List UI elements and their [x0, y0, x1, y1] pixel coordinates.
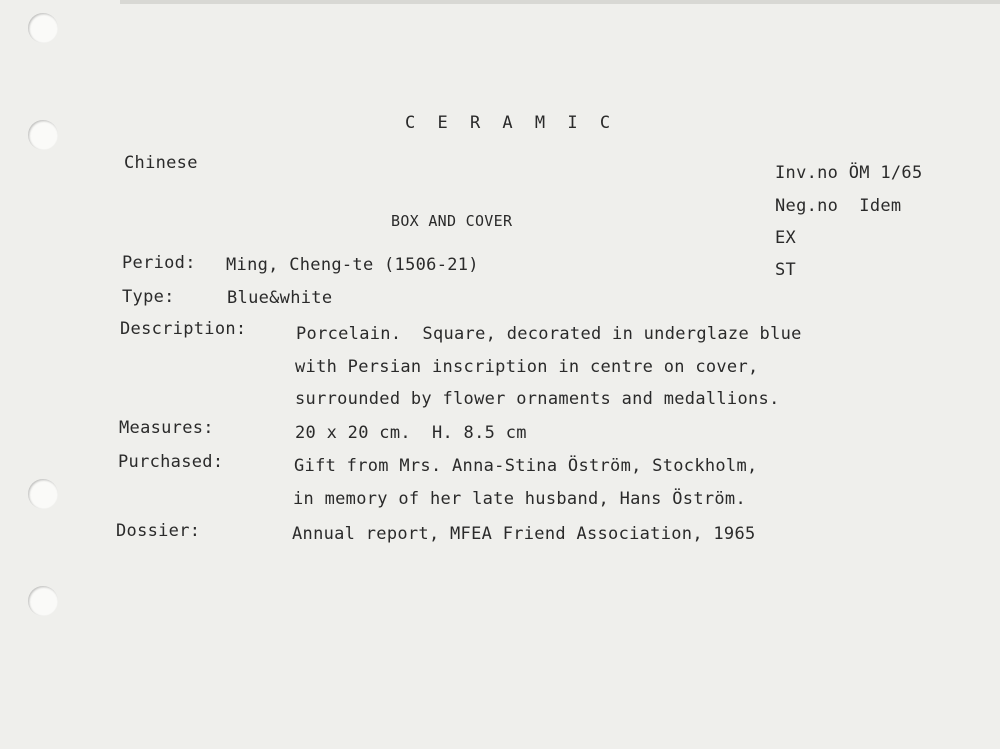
purchased-line: in memory of her late husband, Hans Öström. [293, 489, 746, 509]
description-line: with Persian inscription in centre on cover, [295, 357, 759, 377]
period-value: Ming, Cheng-te (1506-21) [226, 255, 479, 275]
type-label: Type: [122, 287, 175, 307]
type-value: Blue&white [227, 288, 333, 308]
origin-text: Chinese [124, 153, 198, 173]
dossier-label: Dossier: [116, 521, 201, 541]
object-title: BOX AND COVER [391, 212, 513, 230]
punch-hole [28, 120, 58, 150]
punch-hole [28, 13, 58, 43]
punch-hole [28, 479, 58, 509]
card-top-edge [120, 0, 1000, 4]
period-label: Period: [122, 253, 196, 273]
description-label: Description: [120, 319, 247, 339]
card-heading: C E R A M I C [405, 113, 617, 133]
measures-label: Measures: [119, 418, 214, 438]
purchased-label: Purchased: [118, 452, 224, 472]
description-line: surrounded by flower ornaments and medallions. [295, 389, 780, 409]
description-line: Porcelain. Square, decorated in underglaze blue [296, 324, 802, 344]
punch-hole [28, 586, 58, 616]
st-mark: ST [775, 260, 797, 280]
inventory-number: Inv.no ÖM 1/65 [775, 163, 923, 183]
purchased-line: Gift from Mrs. Anna-Stina Öström, Stockholm, [294, 456, 758, 476]
ex-mark: EX [775, 228, 797, 248]
measures-value: 20 x 20 cm. H. 8.5 cm [295, 423, 527, 443]
negative-number: Neg.no Idem [775, 196, 902, 216]
dossier-value: Annual report, MFEA Friend Association, 1965 [292, 524, 756, 544]
